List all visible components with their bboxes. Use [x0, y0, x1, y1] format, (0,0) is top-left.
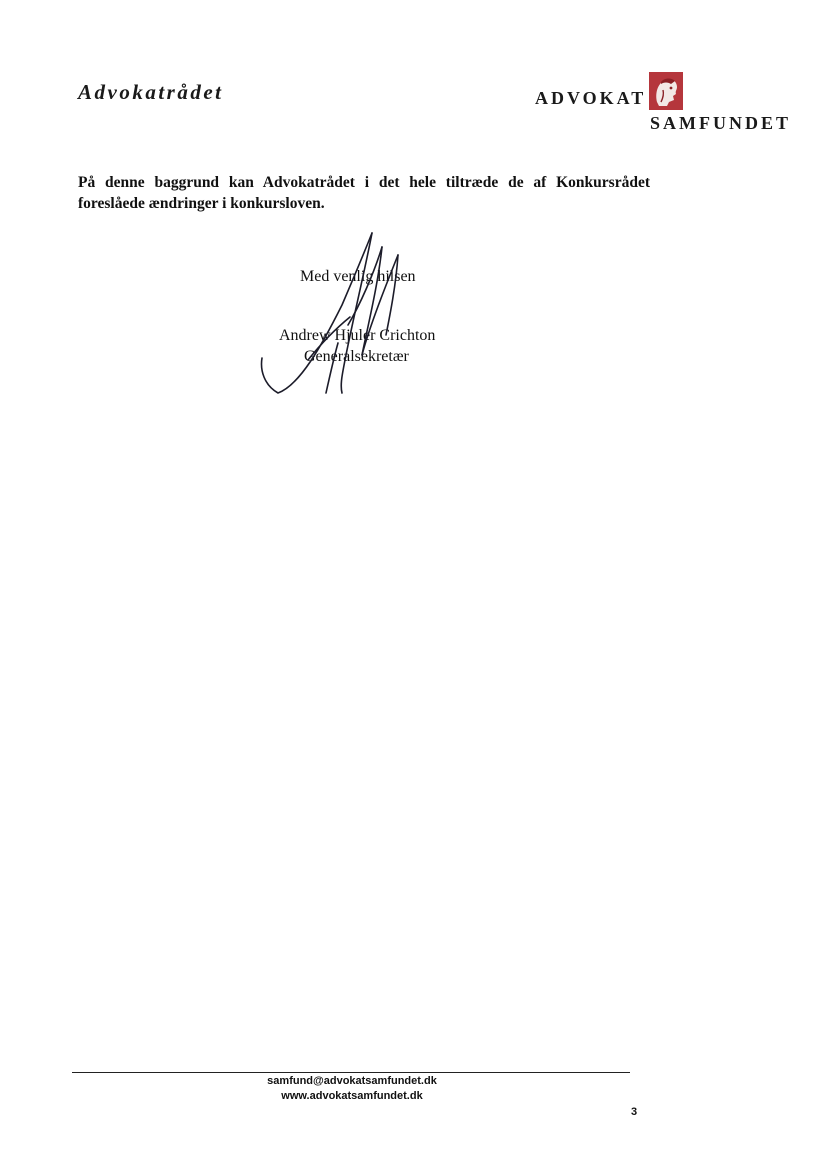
- body-paragraph: På denne baggrund kan Advokatrådet i det hele tiltræde de af Konkursrådet foreslåede ændringer i konkursloven.: [78, 174, 650, 212]
- advokatsamfundet-logo: [535, 68, 805, 138]
- logo-bottom-word: SAMFUNDET: [650, 113, 792, 133]
- signer-name: Andrew Hjuler Crichton: [279, 327, 436, 344]
- letterhead-title: Advokatrådet: [78, 80, 224, 104]
- logo-top-word: ADVOKAT: [535, 88, 647, 108]
- page-number: 3: [631, 1106, 638, 1118]
- signer-title: Generalsekretær: [304, 348, 409, 365]
- helmeted-head-icon: [649, 72, 683, 110]
- closing-greeting: Med venlig hilsen: [300, 268, 416, 285]
- footer-email: samfund@advokatsamfundet.dk: [267, 1075, 437, 1087]
- footer-divider: [72, 1072, 630, 1073]
- handwritten-signature: [250, 225, 430, 400]
- footer-website: www.advokatsamfundet.dk: [281, 1090, 423, 1102]
